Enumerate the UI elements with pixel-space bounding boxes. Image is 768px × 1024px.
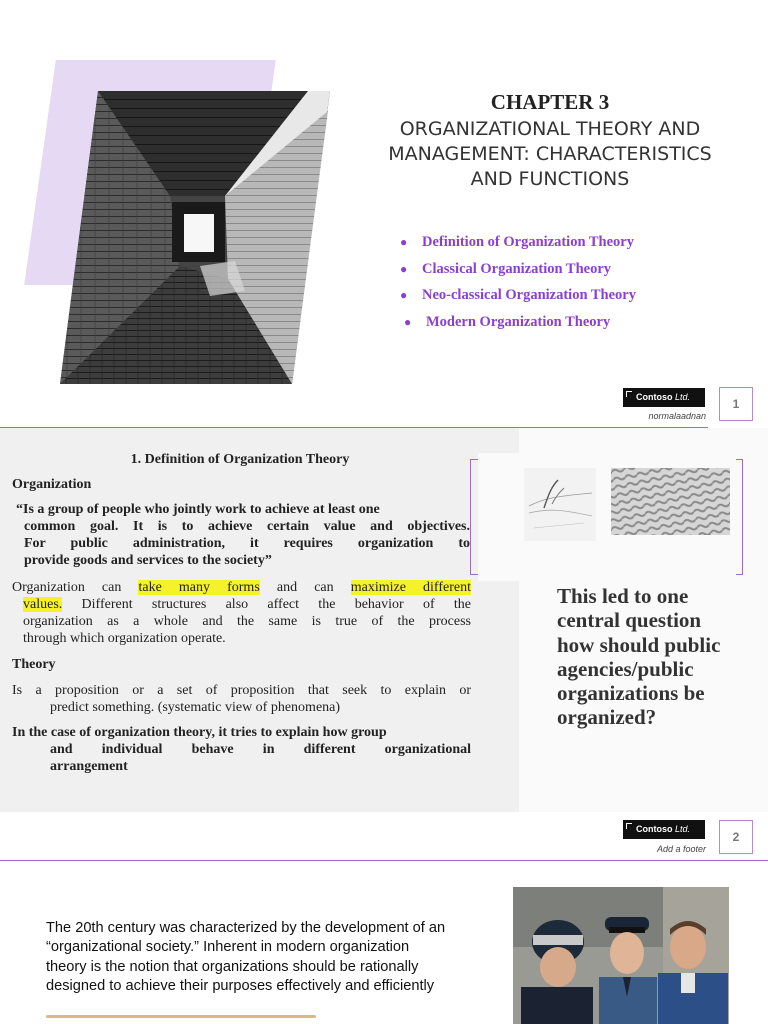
topic-label: Classical Organization Theory [422, 260, 612, 277]
paragraph-line: The 20th century was characterized by the development of an [46, 920, 446, 936]
topic-label: Modern Organization Theory [426, 313, 611, 330]
slide-footer: normalaadnan [648, 411, 706, 421]
forms-line [12, 579, 471, 596]
forms-line [12, 596, 471, 613]
theory-line: Is a proposition or a set of proposition that seek to explain or [12, 683, 471, 698]
chapter-label: CHAPTER 3 [490, 90, 610, 114]
texture-image [611, 468, 730, 535]
bullet-icon: ● [400, 288, 408, 302]
slide-1 [0, 0, 768, 428]
paragraph-line: theory is the notion that organizations should be rationally [46, 958, 419, 975]
footer-divider [0, 860, 768, 861]
question-line: organized? [557, 705, 657, 730]
bullet-icon: ● [404, 314, 412, 329]
topic-item [400, 261, 636, 288]
logo-suffix: Ltd. [675, 824, 691, 834]
corridor-photo [60, 91, 330, 384]
central-question [557, 584, 747, 730]
organization-quote [16, 501, 470, 569]
forms-paragraph [12, 579, 471, 647]
slide-footer: Add a footer [656, 844, 706, 854]
highlight-text: maximize different [350, 580, 471, 595]
logo-brand: Contoso [636, 392, 673, 402]
question-line: organizations be [557, 681, 705, 706]
logo-corner-icon [626, 391, 632, 397]
forms-line: organization as a whole and the same is true of the process [23, 614, 471, 629]
topic-label: Definition of Organization Theory [422, 234, 634, 250]
question-line: agencies/public [557, 656, 694, 681]
subtitle-line: AND FUNCTIONS [470, 168, 630, 190]
case-line: arrangement [50, 759, 128, 774]
organizational-society-paragraph [46, 919, 476, 997]
theory-paragraph [12, 682, 471, 716]
contoso-logo [623, 388, 705, 407]
slide-3 [0, 863, 768, 1024]
paragraph-line: “organizational society.” Inherent in modern organization [46, 939, 410, 956]
case-line: and individual behave in different organizational [50, 742, 471, 757]
topic-item [400, 314, 636, 341]
theory-heading: Theory [12, 657, 56, 672]
case-paragraph [12, 724, 471, 775]
topic-list [400, 234, 636, 340]
sketch-image [524, 468, 596, 541]
bullet-icon: ● [400, 235, 408, 249]
bullet-icon: ● [400, 261, 408, 276]
public-servants-photo [513, 887, 729, 1024]
organization-heading: Organization [12, 477, 92, 492]
topic-item [400, 234, 636, 261]
subtitle-line: ORGANIZATIONAL THEORY AND [399, 118, 701, 140]
logo-brand: Contoso [636, 824, 673, 834]
chapter-subtitle [360, 117, 740, 192]
gold-divider [46, 1015, 316, 1018]
slide-2 [0, 428, 768, 863]
forms-text: Organization can [12, 580, 139, 595]
subtitle-line: MANAGEMENT: CHARACTERISTICS [388, 143, 712, 165]
logo-corner-icon [626, 823, 632, 829]
question-line: This led to one [557, 584, 689, 608]
quote-line: common goal. It is to achieve certain value and objectives. [24, 519, 470, 534]
slide-1-heading [360, 90, 740, 192]
topic-item [400, 287, 636, 314]
forms-line: through which organization operate. [23, 631, 226, 646]
section-title: 1. Definition of Organization Theory [130, 452, 350, 467]
page-number: 1 [719, 387, 753, 421]
theory-line: predict something. (systematic view of phenomena) [50, 700, 341, 715]
paragraph-line: designed to achieve their purposes effectively and efficiently [46, 978, 435, 995]
highlight-text: values. [23, 597, 63, 612]
quote-line: “Is a group of people who jointly work to achieve at least one [16, 502, 380, 517]
forms-text: and can [259, 580, 351, 595]
forms-text: Different structures also affect the behavior of the [62, 597, 471, 612]
question-line: how should public [557, 632, 721, 657]
quote-line: For public administration, it requires organization to [24, 536, 470, 551]
quote-line: provide goods and services to the society” [24, 553, 272, 568]
contoso-logo [623, 820, 705, 839]
topic-label: Neo-classical Organization Theory [422, 287, 636, 303]
logo-suffix: Ltd. [675, 392, 691, 402]
highlight-text: take many forms [138, 580, 260, 595]
question-line: central question [557, 608, 702, 633]
case-line: In the case of organization theory, it tries to explain how group [12, 725, 387, 740]
page-number: 2 [719, 820, 753, 854]
